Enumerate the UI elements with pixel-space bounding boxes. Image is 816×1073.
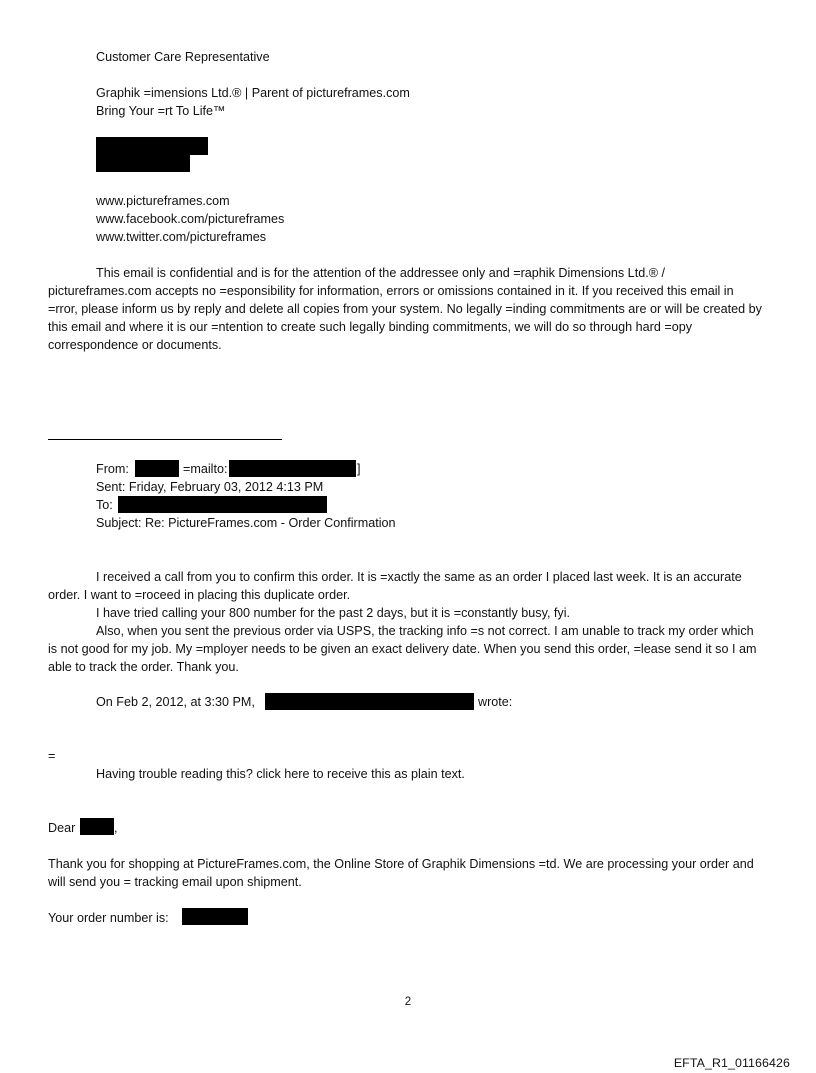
thank-you-paragraph: Thank you for shopping at PictureFrames.com, the Online Store of Graphik Dimensions =td. We are processing your order and will send you = tracking email upon shipment. — [48, 857, 754, 889]
body-paragraph-3: Also, when you sent the previous order via USPS, the tracking info =s not correct. I am unable to track my order which is not good for my job. My =mployer needs to be given an exact delivery date. When you send this order, =lease send it so I am able to track the order. Thank you. — [48, 624, 757, 674]
redaction-block — [96, 137, 208, 155]
redaction-block — [135, 460, 179, 477]
quote-equals-sign: = — [48, 749, 56, 763]
header-subject: Subject: Re: PictureFrames.com - Order Confirmation — [96, 516, 396, 530]
separator-rule — [48, 439, 282, 440]
signature-link-twitter[interactable]: www.twitter.com/pictureframes — [96, 230, 267, 244]
document-id: EFTA_R1_01166426 — [673, 1056, 790, 1070]
signature-title: Customer Care Representative — [96, 50, 270, 64]
redaction-block — [118, 496, 327, 513]
body-paragraph-2: I have tried calling your 800 number for the past 2 days, but it is =constantly busy, fyi. — [96, 606, 571, 620]
header-sent: Sent: Friday, February 03, 2012 4:13 PM — [96, 480, 324, 494]
header-mailto-text: =mailto: — [183, 462, 228, 476]
confidentiality-disclaimer: This email is confidential and is for the attention of the addressee only and =raphik Dimensions Ltd.® / pictureframes.com accepts no =esponsibility for information, errors or omissions contained in it. If you received this email in =rror, please inform us by reply and delete all copies from your system. No legally =inding commitments are or will be created by this email and where it is our =ntention to create such legally binding commitments, we will do so through hard =opy correspondence or documents. — [48, 266, 762, 352]
redaction-block — [182, 908, 248, 925]
greeting-dear: Dear — [48, 821, 76, 835]
redaction-block — [265, 693, 474, 710]
redaction-block — [96, 155, 190, 172]
redaction-block — [80, 818, 114, 835]
signature-link-facebook[interactable]: www.facebook.com/pictureframes — [96, 212, 285, 226]
quote-wrote: wrote: — [478, 695, 513, 709]
signature-tagline: Bring Your =rt To Life™ — [96, 104, 226, 118]
order-number-label: Your order number is: — [48, 911, 169, 925]
signature-company-line: Graphik =imensions Ltd.® | Parent of pictureframes.com — [96, 86, 410, 100]
plain-text-link[interactable]: Having trouble reading this? click here to receive this as plain text. — [96, 767, 465, 781]
redaction-block — [229, 460, 356, 477]
signature-link-website[interactable]: www.pictureframes.com — [96, 194, 230, 208]
header-to-label: To: — [96, 498, 113, 512]
header-from-label: From: — [96, 462, 129, 476]
page-number: 2 — [404, 996, 412, 1008]
quote-intro: On Feb 2, 2012, at 3:30 PM, — [96, 695, 255, 709]
greeting-comma: , — [114, 821, 118, 835]
header-mailto-close: ] — [357, 462, 361, 476]
body-paragraph-1: I received a call from you to confirm this order. It is =xactly the same as an order I placed last week. It is an accurate order. I want to =roceed in placing this duplicate order. — [48, 570, 742, 602]
